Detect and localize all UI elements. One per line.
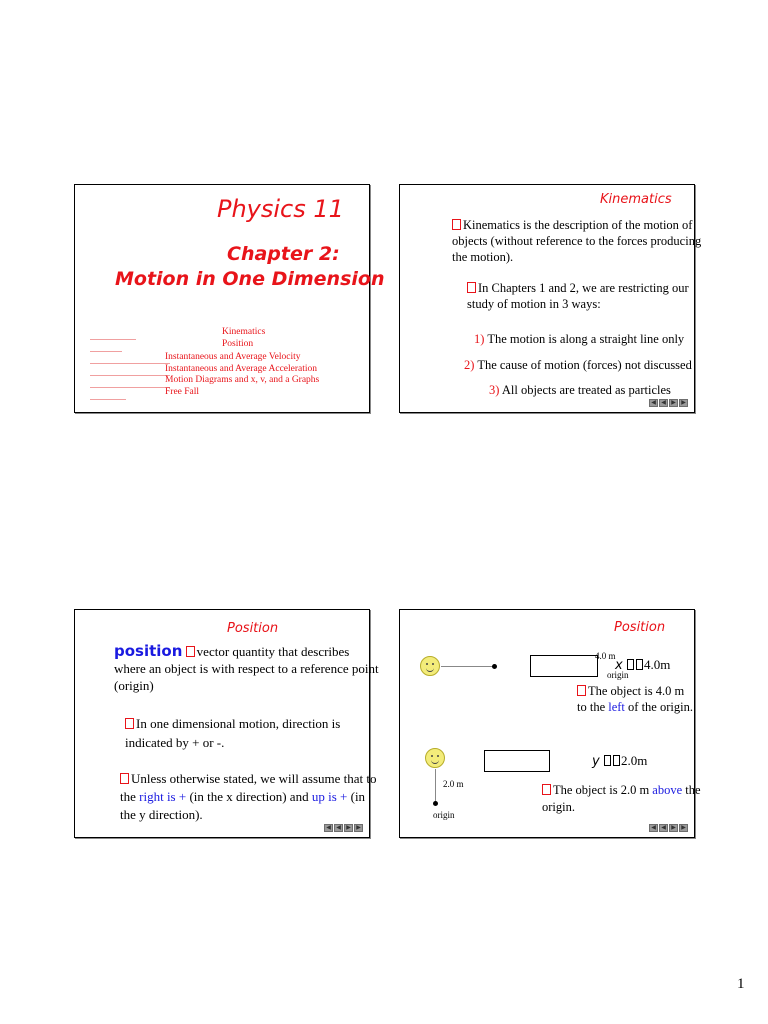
slide-nav-controls[interactable] — [649, 824, 688, 832]
toc-decor-line — [90, 339, 136, 340]
smiley-object-icon — [420, 656, 440, 676]
origin-point — [433, 801, 438, 806]
page-number: 1 — [737, 976, 745, 992]
one-dim-direction-bullet — [125, 714, 373, 752]
next-slide-icon[interactable]: ▶ — [669, 824, 678, 832]
item-number: 2) — [464, 358, 475, 372]
value-text: 2.0m — [620, 753, 648, 768]
chapter-line-1: Chapter 2: — [227, 243, 340, 265]
square-bullet-icon — [467, 282, 476, 293]
variable-y: y — [592, 754, 600, 769]
origin-point — [492, 664, 497, 669]
toc-decor-line — [90, 363, 170, 364]
description-text: The object is 4.0 m to the — [577, 684, 685, 714]
slide-heading: Position — [227, 621, 279, 636]
item-text: The motion is along a straight line only — [487, 332, 685, 346]
equation-box — [530, 655, 598, 677]
slide-position-definition — [74, 609, 379, 838]
restriction-item-1 — [474, 332, 684, 347]
square-bullet-icon — [577, 685, 586, 696]
slide-kinematics — [399, 184, 702, 413]
bullet-text: (in the x direction) and — [186, 789, 312, 804]
prev-slide-icon[interactable]: ◀ — [659, 824, 668, 832]
toc-item-free-fall: Free Fall — [165, 387, 200, 397]
next-slide-icon[interactable]: ▶ — [344, 824, 353, 832]
description-text: the origin. — [542, 783, 701, 814]
next-slide-icon[interactable]: ▶ — [669, 399, 678, 407]
direction-left-text: left — [608, 700, 625, 714]
up-positive-text: up is + — [311, 789, 348, 804]
equation-y — [592, 753, 647, 769]
prev-slide-icon[interactable]: ◀ — [334, 824, 343, 832]
toc-item-velocity: Instantaneous and Average Velocity — [165, 352, 301, 362]
toc-item-position: Position — [222, 339, 254, 349]
slide-heading: Kinematics — [600, 192, 672, 207]
bullet-text: Unless otherwise stated, we will assume that to the — [120, 771, 377, 804]
bullet-text: In one dimensional motion, direction is indicated by + or -. — [125, 716, 341, 750]
toc-item-kinematics: Kinematics — [222, 327, 266, 337]
para-text: In Chapters 1 and 2, we are restricting our study of motion in 3 ways: — [467, 281, 689, 311]
item-number: 1) — [474, 332, 485, 346]
term-position: position — [114, 642, 183, 660]
bullet-text: (in the y direction). — [120, 789, 366, 822]
right-positive-text: right is + — [139, 789, 187, 804]
origin-label: origin — [433, 810, 455, 820]
description-above — [542, 782, 702, 816]
toc-decor-line — [90, 399, 126, 400]
description-text: of the origin. — [624, 700, 693, 714]
chapter-line-2: Motion in One Dimension — [115, 268, 385, 290]
slide-position-examples — [399, 609, 701, 838]
equation-box — [484, 750, 550, 772]
smiley-object-icon — [425, 748, 445, 768]
square-bullet-icon — [120, 773, 129, 784]
direction-above-text: above — [652, 783, 683, 797]
first-slide-icon[interactable]: ◀ — [649, 399, 658, 407]
equals-symbol-icon — [627, 659, 634, 670]
first-slide-icon[interactable]: ◀ — [324, 824, 333, 832]
slide-nav-controls[interactable] — [324, 824, 363, 832]
slide-heading: Position — [614, 620, 666, 635]
last-slide-icon[interactable]: ▶ — [679, 399, 688, 407]
restriction-intro — [467, 280, 717, 312]
toc-decor-line — [90, 375, 170, 376]
sign-convention-bullet — [120, 770, 378, 824]
definition-text: vector quantity that describes where an object is with respect to a reference point (origin) — [114, 644, 379, 693]
slide-nav-controls[interactable] — [649, 399, 688, 407]
restriction-item-2 — [464, 358, 692, 373]
item-text: All objects are treated as particles — [501, 383, 671, 397]
position-definition — [114, 643, 384, 694]
slide-title — [74, 184, 385, 413]
equals-symbol-icon — [604, 755, 611, 766]
square-bullet-icon — [186, 646, 195, 657]
square-bullet-icon — [452, 219, 461, 230]
origin-label: origin — [607, 670, 629, 680]
prev-slide-icon[interactable]: ◀ — [659, 399, 668, 407]
toc-decor-line — [90, 351, 122, 352]
value-text: 4.0m — [643, 657, 671, 672]
distance-label: 2.0 m — [443, 779, 464, 789]
description-left — [577, 683, 695, 715]
plus-symbol-icon — [613, 755, 620, 766]
last-slide-icon[interactable]: ▶ — [354, 824, 363, 832]
description-text: The object is 2.0 m — [553, 783, 653, 797]
toc-decor-line — [90, 387, 170, 388]
para-text: Kinematics is the description of the motion of objects (without reference to the forces producing the motion). — [452, 218, 702, 264]
distance-label: 4.0 m — [595, 651, 616, 661]
item-text: The cause of motion (forces) not discussed — [477, 358, 692, 372]
kinematics-definition — [452, 217, 718, 265]
variable-x: x — [615, 658, 623, 673]
minus-symbol-icon — [636, 659, 643, 670]
equation-x — [615, 657, 670, 673]
slide-title-heading: Physics 11 — [217, 195, 344, 223]
square-bullet-icon — [542, 784, 551, 795]
toc-item-acceleration: Instantaneous and Average Acceleration — [165, 364, 318, 374]
distance-line — [435, 769, 436, 803]
restriction-item-3 — [489, 383, 671, 398]
square-bullet-icon — [125, 718, 134, 729]
first-slide-icon[interactable]: ◀ — [649, 824, 658, 832]
distance-line — [441, 666, 495, 667]
last-slide-icon[interactable]: ▶ — [679, 824, 688, 832]
toc-item-graphs: Motion Diagrams and x, v, and a Graphs — [165, 375, 320, 385]
item-number: 3) — [489, 383, 500, 397]
